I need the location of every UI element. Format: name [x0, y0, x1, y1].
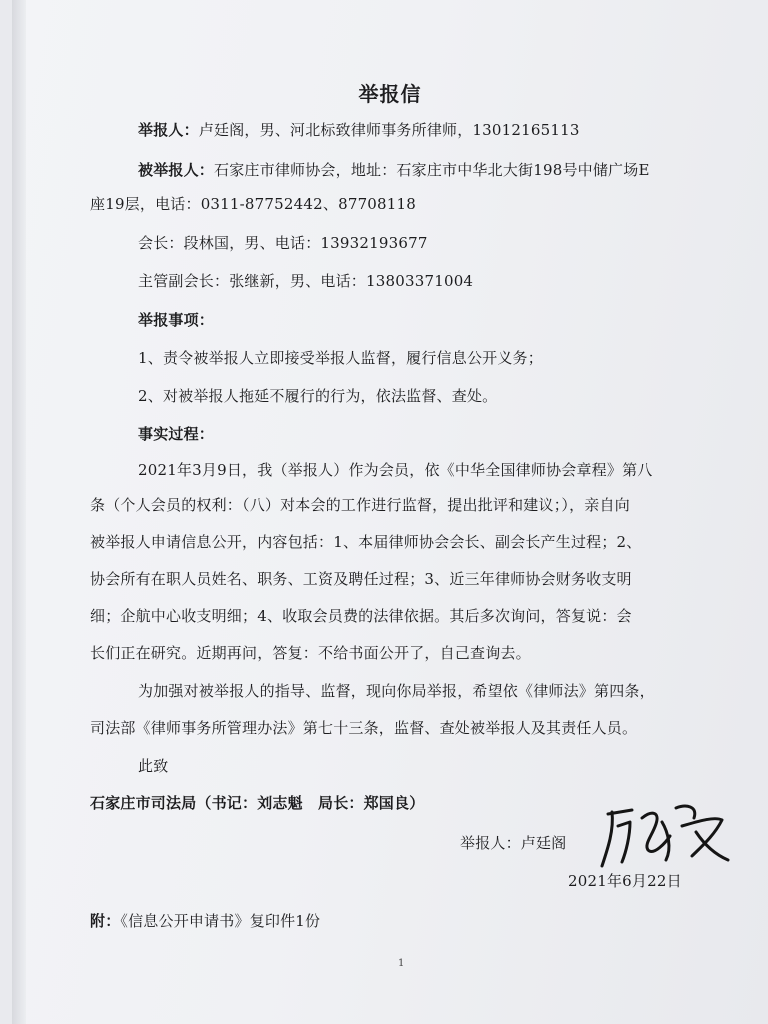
attachment-text: 《信息公开申请书》复印件1份 [120, 912, 321, 930]
letter-page [12, 0, 768, 1024]
facts-line-3: 被举报人申请信息公开，内容包括：1、本届律师协会会长、副会长产生过程；2、 [90, 533, 642, 551]
matter-item-1: 1、责令被举报人立即接受举报人监督，履行信息公开义务； [138, 349, 543, 367]
president-line: 会长：段林国，男、电话：13932193677 [138, 234, 428, 252]
respondent-label: 被举报人： [138, 161, 215, 179]
handwritten-signature [596, 796, 736, 876]
respondent-text-1: 石家庄市律师协会，地址：石家庄市中华北大街198号中储广场E [214, 161, 650, 179]
facts-heading: 事实过程： [138, 425, 215, 443]
facts-line-4: 协会所有在职人员姓名、职务、工资及聘任过程；3、近三年律师协会财务收支明 [90, 570, 632, 588]
respondent-line-1 [138, 160, 650, 180]
reporter-text: 卢廷阁，男、河北标致律师事务所律师，13012165113 [198, 121, 580, 139]
signoff-line: 举报人：卢廷阁 [460, 834, 567, 852]
letter-title: 举报信 [358, 82, 422, 106]
attachment-label: 附： [90, 912, 121, 930]
matters-heading: 举报事项： [138, 311, 215, 329]
facts-line-1: 2021年3月9日，我（举报人）作为会员，依《中华全国律师协会章程》第八 [138, 461, 653, 479]
respondent-line-2: 座19层，电话：0311-87752442、87708118 [90, 195, 417, 213]
date-line: 2021年6月22日 [568, 872, 682, 890]
facts-line-6: 长们正在研究。近期再问，答复：不给书面公开了，自己查询去。 [90, 644, 531, 662]
matter-item-2: 2、对被举报人拖延不履行的行为，依法监督、查处。 [138, 387, 498, 405]
page-left-edge [12, 0, 26, 1024]
request-line-1: 为加强对被举报人的指导、监督，现向你局举报，希望依《律师法》第四条， [138, 682, 655, 700]
facts-line-2: 条（个人会员的权利：（八）对本会的工作进行监督，提出批评和建议；），亲自向 [90, 496, 630, 514]
attachment-line [90, 911, 320, 931]
page-number: 1 [398, 958, 405, 969]
facts-line-5: 细；企航中心收支明细；4、收取会员费的法律依据。其后多次询问，答复说：会 [90, 607, 632, 625]
reporter-line [138, 120, 580, 140]
reporter-label: 举报人： [138, 121, 199, 139]
recipient-line: 石家庄市司法局（书记：刘志魁 局长：郑国良） [90, 794, 425, 812]
request-line-2: 司法部《律师事务所管理办法》第七十三条，监督、查处被举报人及其责任人员。 [90, 719, 638, 737]
vice-president-line: 主管副会长：张继新，男、电话：13803371004 [138, 272, 474, 290]
closing-line: 此致 [138, 757, 169, 775]
